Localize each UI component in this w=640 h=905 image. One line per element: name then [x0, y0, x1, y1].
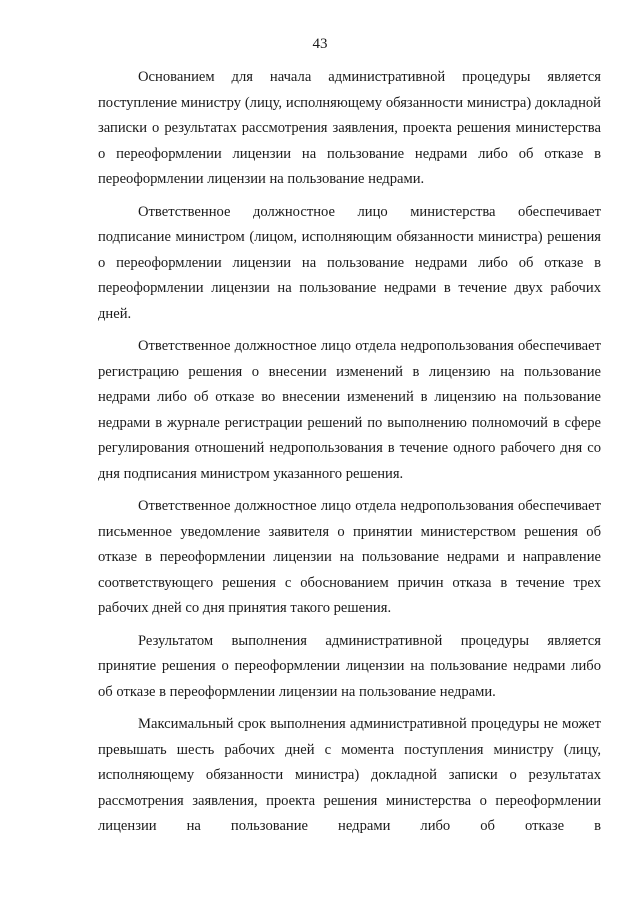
page-number: 43: [312, 36, 328, 52]
document-body: [98, 65, 601, 847]
paragraph-signing: Ответственное должностное лицо министерства обеспечивает подписание министром (лицом, исполняющим обязанности министра) решения о переоформлении лицензии на пользование недрами либо об отказе в переоформлении лицензии на пользование недрами в течение двух рабочих дней.: [98, 203, 601, 322]
paragraph-basis: Основанием для начала административной процедуры является поступление министру (лицу, исполняющему обязанности министра) докладной записки о результатах рассмотрения заявления, проекта решения министерства о переоформлении лицензии на пользование недрами либо об отказе в переоформлении лицензии на пользование недрами.: [98, 69, 601, 187]
paragraph-max-term: Максимальный срок выполнения административной процедуры не может превышать шесть рабочих дней с момента поступления министру (лицу, исполняющему обязанности министра) докладной записки о результатах рассмотрения заявления, проекта решения министерства о переоформлении лицензии на пользование недрами либо об отказе в: [98, 716, 601, 834]
paragraph-result: Результатом выполнения административной процедуры является принятие решения о переоформлении лицензии на пользование недрами либо об отказе в переоформлении лицензии на пользование недрами.: [98, 632, 601, 700]
paragraph-registration: Ответственное должностное лицо отдела недропользования обеспечивает регистрацию решения о внесении изменений в лицензию на пользование недрами либо об отказе во внесении изменений в лицензию на пользование недрами в журнале регистрации решений по выполнению полномочий в сфере регулирования отношений недропользования в течение одного рабочего дня со дня подписания министром указанного решения.: [98, 338, 601, 482]
paragraph-notification: Ответственное должностное лицо отдела недропользования обеспечивает письменное уведомление заявителя о принятии министерством решения об отказе в переоформлении лицензии на пользование недрами и направление соответствующего решения с обоснованием причин отказа в течение трех рабочих дней со дня принятия такого решения.: [98, 498, 601, 616]
